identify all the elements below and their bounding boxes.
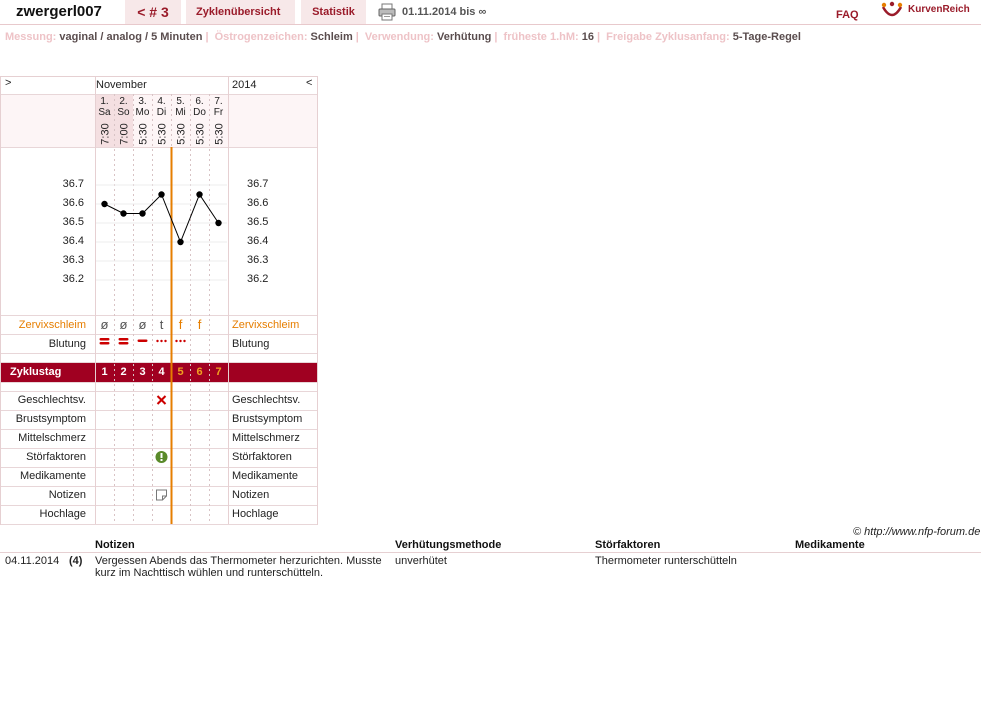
note-method: unverhütet: [395, 555, 447, 567]
note-date: 04.11.2014: [5, 555, 60, 567]
disturbance-header: Störfaktoren: [595, 539, 661, 551]
day-header-4[interactable]: [152, 96, 171, 118]
temp-tick-right: 36.2: [247, 273, 269, 285]
temp-tick-left: 36.6: [62, 197, 84, 209]
cycle-day-number: 1: [101, 366, 108, 378]
measurement-value: vaginal / analog / 5 Minuten: [59, 31, 203, 43]
cycle-day-number: 5: [177, 366, 184, 378]
faq-link[interactable]: FAQ: [836, 9, 859, 21]
cycle-start-rule-label: Freigabe Zyklusanfang:: [606, 31, 730, 43]
measurement-time-text: 5:30: [137, 123, 150, 145]
earliest-hm-value: 16: [581, 31, 595, 43]
temperature-point: [101, 201, 107, 207]
measurement-time: [114, 123, 133, 145]
cycle-day-number: 4: [158, 366, 165, 378]
bleeding-medium-mark: [138, 340, 148, 343]
weekday: Mi: [175, 107, 186, 118]
cycle-day-number: 3: [139, 366, 146, 378]
row-label-right-7: Hochlage: [232, 508, 279, 520]
cycle-day-number: 2: [120, 366, 127, 378]
row-label-2: Brustsymptom: [15, 413, 86, 425]
top-bar: [0, 0, 981, 25]
temperature-point: [139, 210, 145, 216]
cycle-day-number: 7: [215, 366, 222, 378]
day-number: 4.: [157, 96, 166, 107]
weekday: Sa: [98, 107, 111, 118]
row-label-3: Mittelschmerz: [18, 432, 86, 444]
estrogen-value: Schleim: [310, 31, 353, 43]
temperature-point: [215, 220, 221, 226]
row-label-4: Störfaktoren: [26, 451, 86, 463]
note-text: [95, 555, 382, 579]
bleeding-label: Blutung: [48, 338, 86, 350]
temp-tick-left: 36.7: [62, 178, 84, 190]
cycle-start-rule-value: 5-Tage-Regel: [732, 31, 801, 43]
day-header-3[interactable]: [133, 96, 152, 118]
day-number: 5.: [176, 96, 185, 107]
row-label-right-2: Brustsymptom: [232, 413, 303, 425]
measurement-time: [133, 123, 152, 145]
measurement-time-text: 5:30: [156, 123, 169, 145]
day-header-7[interactable]: [209, 96, 228, 118]
day-header-1[interactable]: [95, 96, 114, 118]
estrogen-label: Östrogenzeichen:: [214, 31, 308, 43]
row-label-right-3: Mittelschmerz: [232, 432, 300, 444]
row-label-5: Medikamente: [19, 470, 86, 482]
row-label-7: Hochlage: [39, 508, 86, 520]
mucus-cell[interactable]: ø: [138, 317, 147, 332]
disturbance-warning-icon: [161, 459, 163, 461]
disturbance-warning-icon: [161, 453, 163, 458]
copyright-link[interactable]: © http://www.nfp-forum.de: [853, 526, 981, 538]
measurement-time-text: 5:30: [175, 123, 188, 145]
day-number: 2.: [119, 96, 128, 107]
measurement-time-text: 7:30: [99, 123, 112, 145]
temp-tick-right: 36.3: [247, 254, 269, 266]
row-label-right-1: Geschlechtsv.: [232, 394, 301, 406]
weekday: Fr: [213, 107, 224, 118]
bleeding-light-mark: [164, 340, 166, 342]
measurement-time-text: 5:30: [194, 123, 207, 145]
temperature-point: [158, 191, 164, 197]
method-header: Verhütungsmethode: [395, 539, 502, 551]
measurement-time-text: 5:30: [213, 123, 226, 145]
kurvenreich-logo-icon[interactable]: [880, 1, 904, 21]
measurement-time: [171, 123, 190, 145]
temp-tick-left: 36.4: [62, 235, 84, 247]
row-label-6: Notizen: [48, 489, 86, 501]
nav-next-button[interactable]: <: [306, 77, 313, 89]
measurement-label: Messung:: [5, 31, 57, 43]
temperature-point: [120, 210, 126, 216]
row-label-1: Geschlechtsv.: [17, 394, 86, 406]
temp-tick-right: 36.7: [247, 178, 269, 190]
note-text-line2: kurz im Nachttisch wühlen und runterschütteln.: [95, 567, 324, 579]
cycle-chart: [0, 76, 318, 525]
date-range: 01.11.2014 bis ∞: [402, 6, 487, 18]
notes-header: Notizen: [95, 539, 135, 551]
bleeding-strong-mark: [119, 338, 129, 341]
cervical-mucus-label-right: Zervixschleim: [232, 319, 300, 331]
day-number: 1.: [100, 96, 109, 107]
bleeding-light-mark: [175, 340, 177, 342]
medication-header: Medikamente: [795, 539, 865, 551]
bleeding-light-mark: [160, 340, 162, 342]
weekday: Do: [193, 107, 206, 118]
weekday: Mo: [135, 107, 150, 118]
cervical-mucus-label: Zervixschleim: [18, 319, 86, 331]
weekday: So: [117, 107, 130, 118]
temp-tick-left: 36.5: [62, 216, 84, 228]
bleeding-strong-mark: [100, 338, 110, 341]
bleeding-light-mark: [156, 340, 158, 342]
printer-icon[interactable]: [378, 3, 396, 21]
note-cycle-day: (4): [69, 555, 83, 567]
temp-tick-left: 36.3: [62, 254, 84, 266]
month-label: November: [96, 79, 147, 91]
temperature-point: [177, 239, 183, 245]
temp-tick-right: 36.5: [247, 216, 269, 228]
earliest-hm-label: früheste 1.hM:: [503, 31, 579, 43]
note-text-line1: Vergessen Abends das Thermometer herzurichten. Musste: [95, 555, 382, 567]
day-header-5[interactable]: [171, 96, 190, 118]
row-label-right-6: Notizen: [232, 489, 270, 501]
row-label-right-4: Störfaktoren: [232, 451, 292, 463]
mucus-cell[interactable]: ø: [119, 317, 128, 332]
bleeding-strong-mark: [100, 342, 110, 345]
temperature-point: [196, 191, 202, 197]
mucus-cell[interactable]: f: [178, 317, 183, 332]
day-header-2[interactable]: [114, 96, 133, 118]
mucus-cell[interactable]: f: [197, 317, 202, 332]
nav-prev-button[interactable]: >: [5, 77, 12, 89]
notes-divider: [0, 552, 981, 553]
row-label-right-5: Medikamente: [232, 470, 299, 482]
measurement-time-text: 7:00: [118, 123, 131, 145]
bleeding-strong-mark: [119, 342, 129, 345]
measurement-time: [190, 123, 209, 145]
cycle-day-label: Zyklustag: [10, 366, 62, 378]
cycle-day-number: 6: [196, 366, 203, 378]
mucus-cell[interactable]: ø: [100, 317, 109, 332]
weekday: Di: [156, 107, 167, 118]
cycle-selector-button[interactable]: < # 3: [125, 0, 181, 24]
measurement-time: [152, 123, 171, 145]
bleeding-label-right: Blutung: [232, 338, 270, 350]
temp-tick-right: 36.4: [247, 235, 269, 247]
day-number: 3.: [138, 96, 147, 107]
bleeding-light-mark: [183, 340, 185, 342]
temp-tick-right: 36.6: [247, 197, 269, 209]
day-header-6[interactable]: [190, 96, 209, 118]
usage-value: Verhütung: [437, 31, 492, 43]
cycle-settings-line: Messung: vaginal / analog / 5 Minuten | Östrogenzeichen: Schleim | Verwendung: Verhütung | früheste 1.hM: 16 | Freigabe Zyklusanfang: 5-Tage-Regel: [5, 31, 801, 43]
year-label: 2014: [232, 79, 257, 91]
mucus-cell[interactable]: t: [159, 317, 164, 332]
bleeding-light-mark: [179, 340, 181, 342]
measurement-time: [95, 123, 114, 145]
usage-label: Verwendung:: [364, 31, 434, 43]
day-number: 7.: [214, 96, 223, 107]
tab-statistics[interactable]: Statistik: [301, 0, 366, 24]
note-disturbance: Thermometer runterschütteln: [595, 555, 737, 567]
temp-tick-left: 36.2: [62, 273, 84, 285]
logo-text[interactable]: KurvenReich: [908, 4, 970, 15]
measurement-time: [209, 123, 228, 145]
tab-cycle-overview[interactable]: Zyklenübersicht: [186, 0, 295, 24]
username: zwergerl007: [0, 0, 119, 24]
day-number: 6.: [195, 96, 204, 107]
